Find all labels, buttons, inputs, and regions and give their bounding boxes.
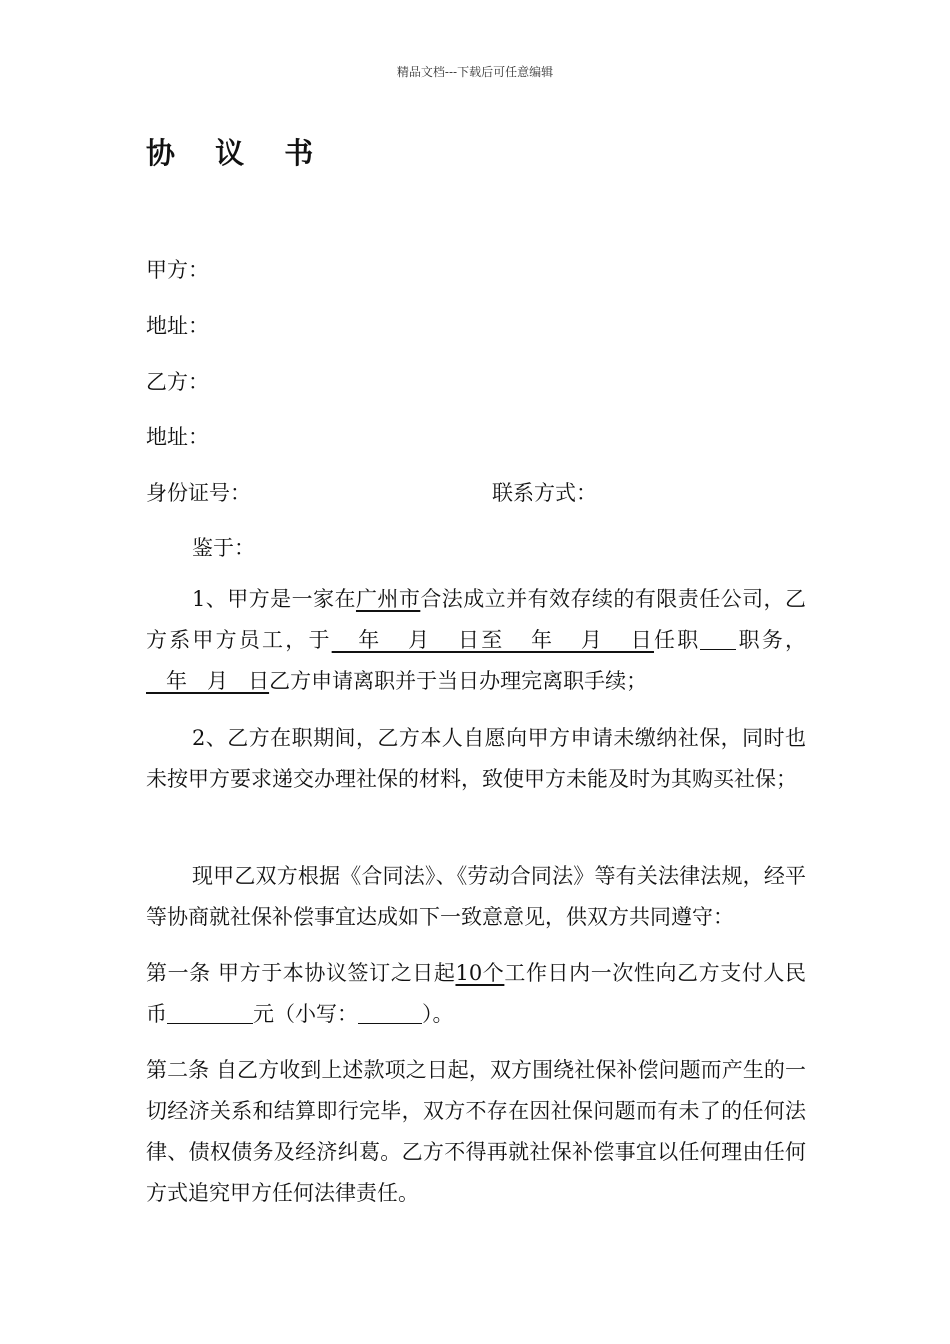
whereas-label: 鉴于： <box>192 536 255 560</box>
clause-1-text: 职务， <box>736 628 807 652</box>
clause-1-text: 合法成立并有效存续的有限责任公司，乙方系甲方员工，于 <box>146 587 806 652</box>
resignation-date: 年 月 日 <box>146 669 270 693</box>
clause-2: 2、乙方在职期间，乙方本人自愿向甲方申请未缴纳社保，同时也未按甲方要求递交办理社保的材料，致使甲方未能及时为其购买社保； <box>146 726 806 791</box>
party-a-label: 甲方： <box>146 258 209 282</box>
page-header: 精品文档---下载后可任意编辑 <box>396 65 554 79</box>
contact-label: 联系方式： <box>492 481 597 505</box>
clause-1 <box>146 579 806 702</box>
article-1-text: 工作日内一次性向乙方支付人民币 <box>146 961 806 1026</box>
article-2: 第二条 自乙方收到上述款项之日起，双方围绕社保补偿问题而产生的一切经济关系和结算即行完毕，双方不存在因社保问题而有未了的任何法律、债权债务及经济纠葛。乙方不得再就社保补偿事宜以任何理由任何方式追究甲方任何法律责任。 <box>146 1058 806 1205</box>
amount-numeric-blank <box>358 999 422 1024</box>
article-1-text: ）。 <box>422 1002 454 1026</box>
city-underlined: 广州市 <box>355 587 421 611</box>
clause-preamble: 现甲乙双方根据《合同法》、《劳动合同法》等有关法律法规，经平等协商就社保补偿事宜达成如下一致意意见，供双方共同遵守： <box>146 864 806 929</box>
position-blank <box>700 625 736 650</box>
id-number-label: 身份证号： <box>146 481 251 505</box>
party-b-address-label: 地址： <box>146 425 209 449</box>
clause-1-text: 乙方申请离职并于当日办理完离职手续； <box>269 669 648 693</box>
party-a-address-label: 地址： <box>146 314 209 338</box>
article-1-text: 元（小写： <box>253 1002 358 1026</box>
amount-blank <box>167 999 253 1024</box>
article-1 <box>146 953 806 1035</box>
employment-date-range: 年 月 日至 年 月 日 <box>331 628 654 652</box>
clause-1-text: 任职 <box>653 628 701 652</box>
clause-1-text: 1、甲方是一家在 <box>192 587 356 611</box>
days-underlined: 10个 <box>455 961 505 985</box>
document-title: 协 议 书 <box>146 136 329 170</box>
party-b-label: 乙方： <box>146 370 209 394</box>
article-1-text: 第一条 甲方于本协议签订之日起 <box>146 961 456 985</box>
